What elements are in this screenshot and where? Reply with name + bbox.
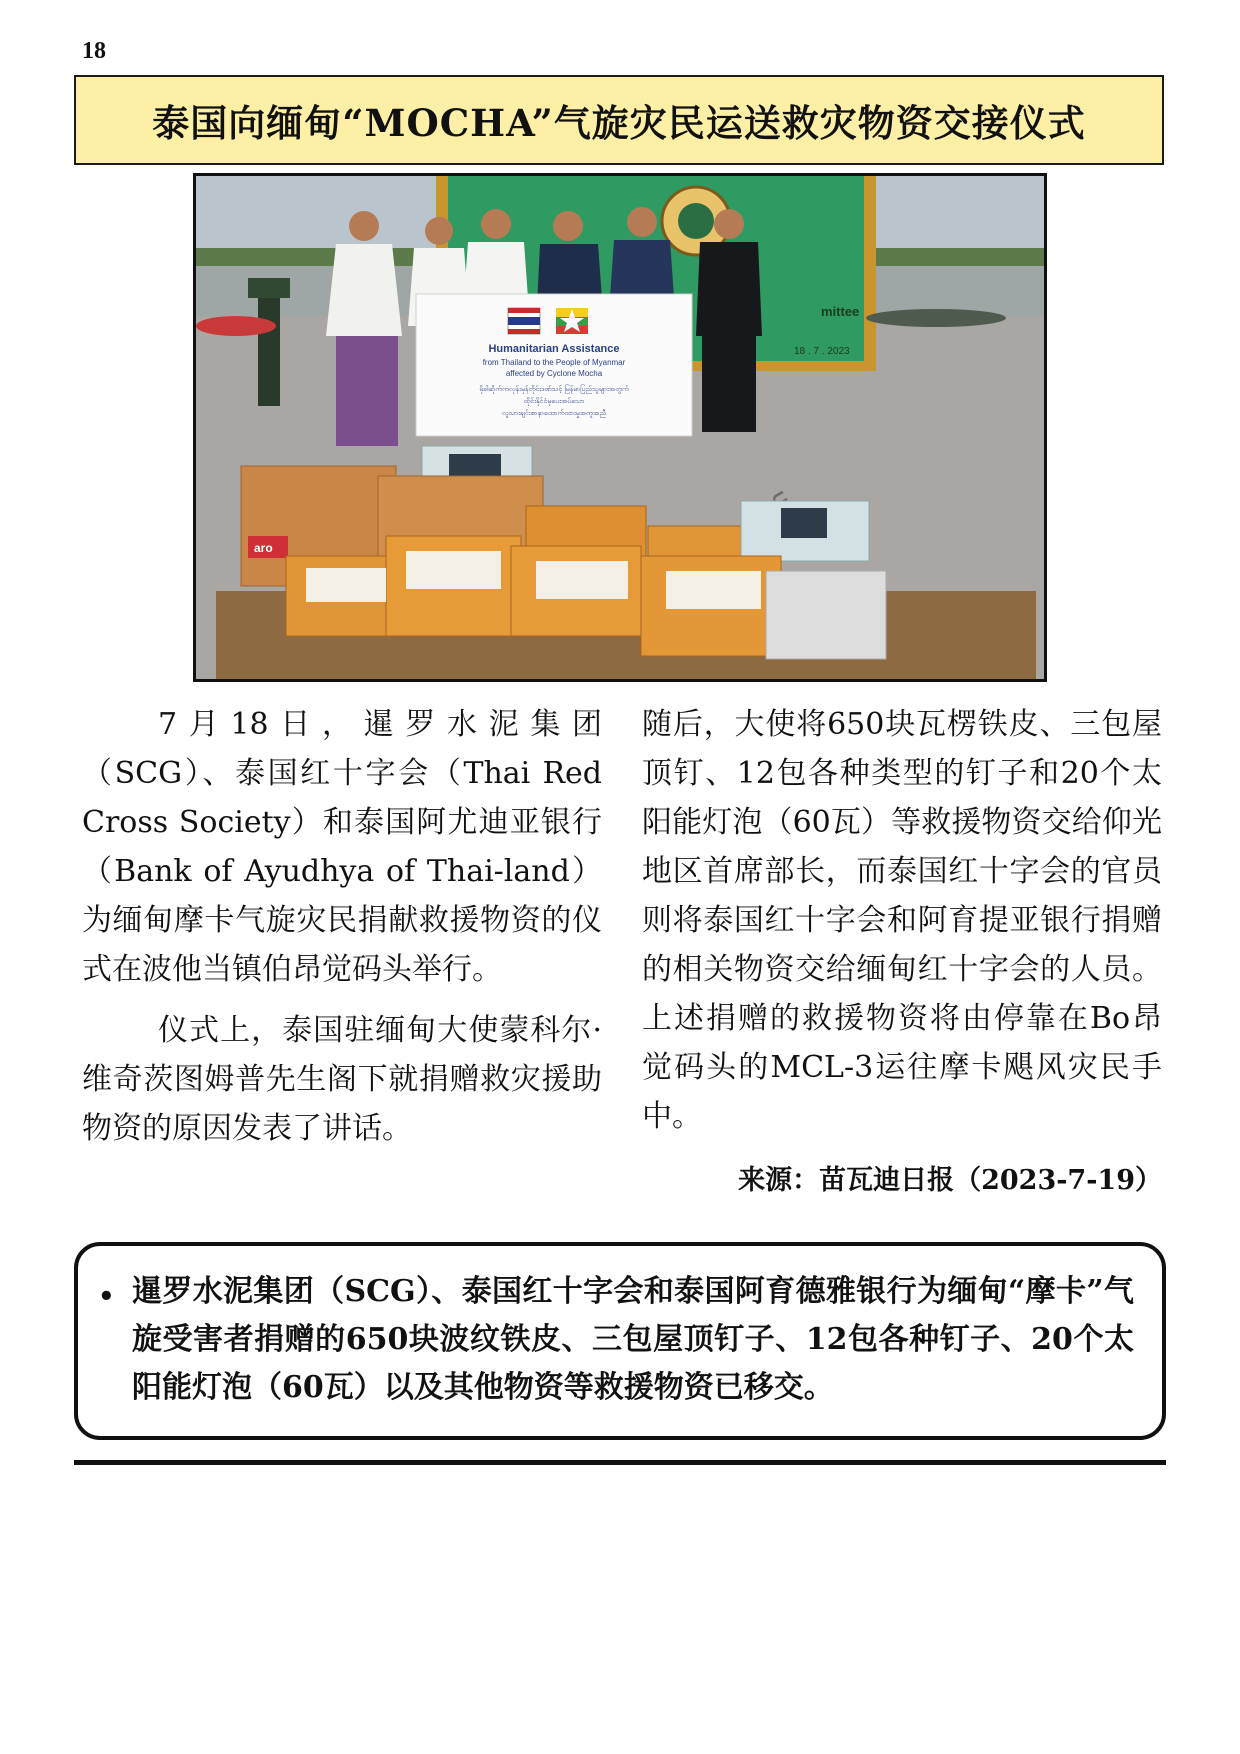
article-source: 来源：苗瓦迪日报（2023-7-19） [738,1165,1162,1196]
article-paragraph: 随后，大使将650块瓦楞铁皮、三包屋顶钉、12包各种类型的钉子和20个太阳能灯泡（60瓦）等救援物资交给仰光地区首席部长，而泰国红十字会的官员则将泰国红十字会和阿育提亚银行捐赠的相关物资交给缅甸红十字会的人员。上述捐赠的救援物资将由停靠在Bo昂觉码头的MCL-3运往摩卡飓风灾民手中。 [642,707,1162,1134]
article-right-column [642,700,1162,1201]
banner-burmese-2: ထိုင်းနိုင်ငံမှပေးအပ်သော [523,397,585,405]
article-paragraph: 7月18日，暹罗水泥集团（SCG）、泰国红十字会（Thai Red Cross Society）和泰国阿尤迪亚银行（Bank of Ayudhya of Thai-land）为缅甸摩卡气旋灾民捐献救援物资的仪式在波他当镇伯昂觉码头举行。 [82,707,602,987]
bottom-divider [74,1460,1166,1465]
backdrop-date: 18 . 7 . 2023 [794,346,850,357]
summary-text: 暹罗水泥集团（SCG）、泰国红十字会和泰国阿育德雅银行为缅甸“摩卡”气旋受害者捐赠的650块波纹铁皮、三包屋顶钉子、12包各种钉子、20个太阳能灯泡（60瓦）以及其他物资等救援物资已移交。 [132,1274,1134,1405]
page-title: 泰国向缅甸“MOCHA”气旋灾民运送救灾物资交接仪式 [152,101,1086,145]
article-paragraph: 仪式上，泰国驻缅甸大使蒙科尔·维奇茨图姆普先生阁下就捐赠救灾援助物资的原因发表了讲话。 [82,1013,602,1146]
summary-box [74,1242,1166,1440]
donation-banner [416,294,692,436]
banner-burmese-3: လူသားချင်းစာနာထောက်ထားမှုအကူအညီ [501,409,607,417]
title-banner [74,75,1164,165]
box-brand: aro [254,541,273,555]
bullet-icon: • [98,1282,115,1312]
banner-burmese-1: မိုခါဆိုက်ကလုန်းမုန်တိုင်းဒဏ်သင့် မြန်မာပြည်သူများအတွက် [479,385,629,393]
banner-title: Humanitarian Assistance [488,343,620,355]
banner-line-3: affected by Cyclone Mocha [505,369,603,378]
banner-line-2: from Thailand to the People of Myanmar [482,358,626,367]
page-number: 18 [82,38,106,64]
article-left-column [82,700,602,1165]
backdrop-text: mittee [821,304,860,319]
ceremony-photo [193,173,1047,682]
